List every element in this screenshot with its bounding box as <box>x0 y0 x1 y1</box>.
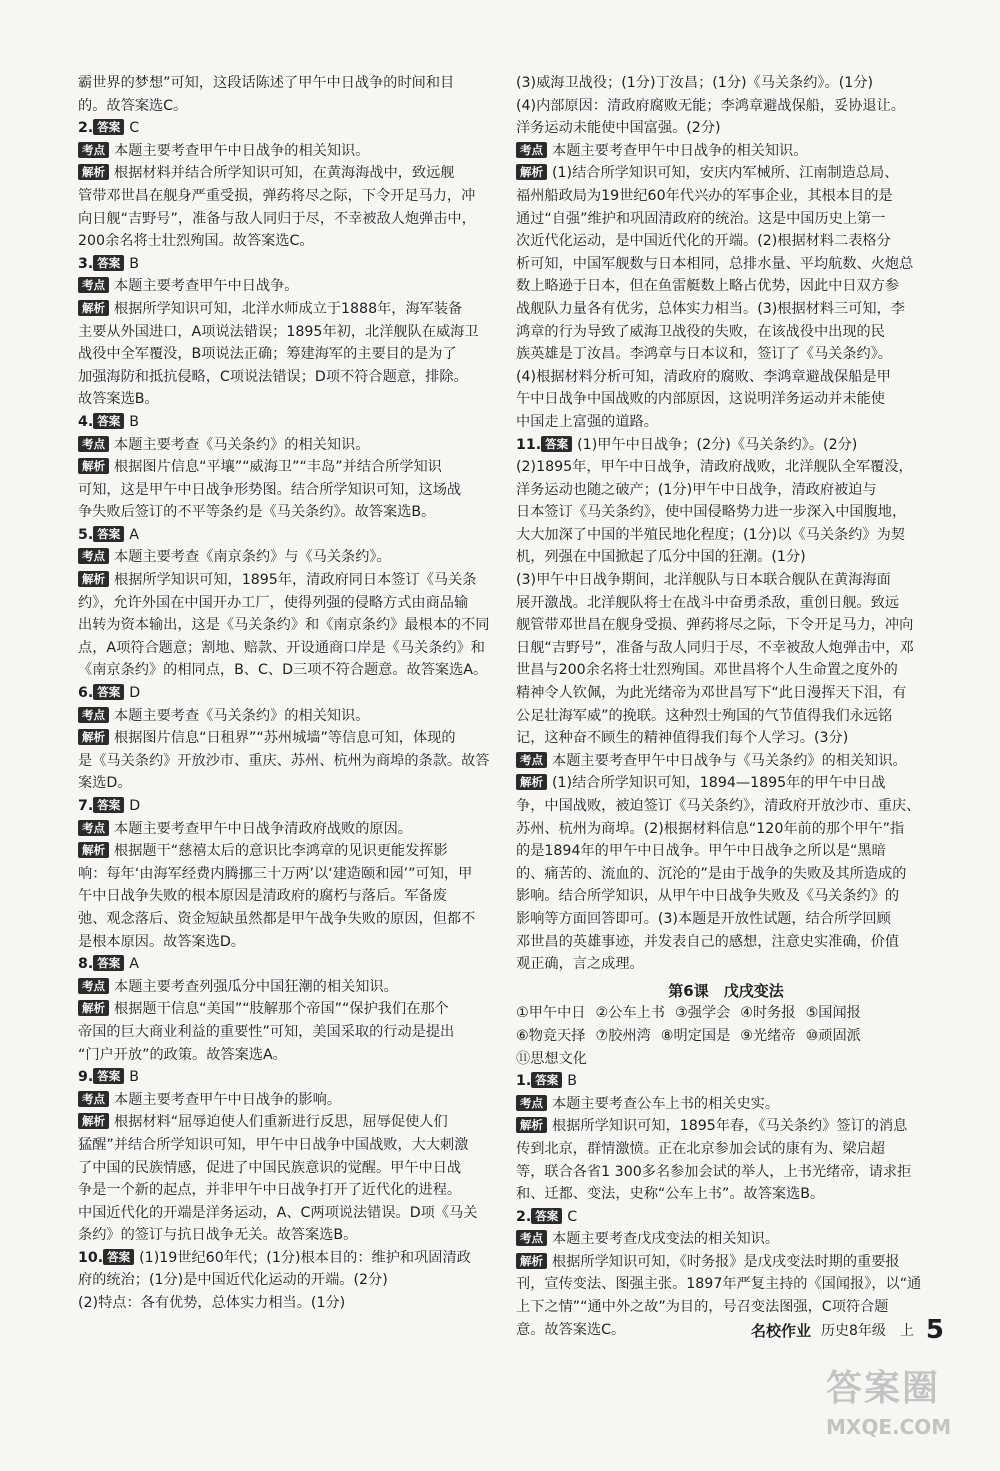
point-text: 本题主要考查甲午中日战争的相关知识。 <box>114 142 370 159</box>
text-line: 战舰队力量各有优劣，总体实力相当。(3)根据材料三可知，李 <box>516 300 905 317</box>
text-line: 洋务运动未能使中国富强。(2分) <box>516 120 721 137</box>
knowledge-point: ③强学会 <box>674 1005 731 1022</box>
answer-row <box>78 411 500 434</box>
point-row <box>78 546 500 569</box>
answer-value: A <box>129 526 139 543</box>
answer-prefix <box>78 1250 139 1266</box>
question-item <box>78 682 500 795</box>
text-line: 族英雄是丁汝昌。李鸿章与日本议和，签订了《马关条约》。 <box>516 346 892 363</box>
text-row <box>78 998 500 1021</box>
knowledge-point: ②公车上书 <box>595 1005 665 1022</box>
text-line: 福州船政局为19世纪60年代兴办的军事企业，其根本目的是 <box>516 187 893 204</box>
text-row <box>78 569 500 592</box>
answer-value: D <box>129 685 141 702</box>
text-line: 《南京条约》的相同点，B、C、D三项不符合题意。故答案选A。 <box>78 662 488 679</box>
text-line: 的、痛苦的、流血的、沉沦的”是由于战争的失败及其所造成的 <box>516 865 907 882</box>
text-row <box>78 840 500 863</box>
question-item <box>78 72 500 117</box>
text-line: 府的统治；(1分)是中国近代化运动的开端。(2分) <box>78 1272 388 1289</box>
text-line: 管带邓世昌在舰身严重受损，弹药将尽之际，下令开足马力，冲 <box>78 187 476 204</box>
answer-row <box>516 1070 936 1093</box>
watermark-logo <box>826 1360 976 1464</box>
text-row <box>78 298 500 321</box>
point-tag: 考点 <box>78 1091 109 1107</box>
question-item <box>516 140 936 434</box>
text-line: 的。故答案选C。 <box>78 97 188 114</box>
answer-tag: 答案 <box>103 1249 134 1265</box>
text-line: “门户开放”的政策。故答案选A。 <box>78 1046 287 1063</box>
answer-value: C <box>129 120 140 137</box>
text-line: (1)甲午中日战争；(2分)《马关条约》。(2分) <box>577 436 858 453</box>
knowledge-point: ⑨光绪帝 <box>740 1027 796 1044</box>
point-row <box>516 1093 936 1116</box>
text-line: 的是1894年的甲午中日战争。甲午中日战争之所以是“黑暗 <box>516 843 886 860</box>
question-number: 11. <box>516 436 542 453</box>
text-line: (3)威海卫战役；(1分)丁汝昌；(1分)《马关条约》。(1分) <box>516 75 874 91</box>
knowledge-point: ⑦胶州湾 <box>595 1027 651 1044</box>
answer-row <box>78 524 500 547</box>
analysis-tag: 解析 <box>78 164 109 180</box>
text-line: 200余名将士壮烈殉国。故答案选C。 <box>78 233 314 250</box>
text-line: 机，列强在中国掀起了瓜分中国的狂潮。(1分) <box>516 549 806 566</box>
text-line: 中国近代化的开端是洋务运动，A、C两项说法错误。D项《马关 <box>78 1204 478 1221</box>
analysis-tag: 解析 <box>516 164 547 180</box>
text-line: 根据所学知识可知，北洋水师成立于1888年，海军装备 <box>114 300 463 317</box>
knowledge-point: ⑤国闻报 <box>805 1005 861 1022</box>
answer-value: C <box>567 1208 578 1225</box>
answer-row <box>78 117 500 140</box>
text-line: 数上略逊于日本，但在鱼雷艇数上略占优势，因此中日双方参 <box>516 278 900 295</box>
text-line: 日舰“吉野号”，准备与敌人同归于尽，不幸被敌人炮弹击中，邓 <box>516 639 914 656</box>
question-item <box>78 524 500 682</box>
text-line: 记，这种奋不顾生的精神值得我们每个人学习。(3分) <box>516 730 849 747</box>
text-row <box>516 1251 936 1274</box>
question-number: 1. <box>516 1073 532 1090</box>
text-line: 可知，这是甲午中日战争形势图。结合所学知识可知，这场战 <box>78 481 462 498</box>
question-item <box>78 953 500 1066</box>
question-number: 2. <box>516 1208 532 1225</box>
answer-tag: 答案 <box>93 526 124 542</box>
text-line: 公足壮海军威”的挽联。这种烈士殉国的气节值得我们永远铭 <box>516 707 893 724</box>
text-row <box>78 456 500 479</box>
answer-row <box>78 1066 500 1089</box>
text-line: 中国走上富强的道路。 <box>516 413 658 430</box>
text-line: 刊，宣传变法、图强主张。1897年严复主持的《国闻报》，以“通 <box>516 1276 922 1293</box>
text-line: 根据所学知识可知，《时务报》是戊戌变法时期的重要报 <box>552 1253 900 1270</box>
page-number: 5 <box>925 1315 944 1345</box>
answer-tag: 答案 <box>93 955 124 971</box>
question-number: 6. <box>78 685 94 702</box>
point-row <box>78 140 500 163</box>
point-text: 本题主要考查《马关条约》的相关知识。 <box>114 707 370 724</box>
text-row <box>516 1115 936 1138</box>
point-row <box>78 976 500 999</box>
answer-value: D <box>129 798 141 814</box>
text-line: 世昌与200余名将士壮烈殉国。邓世昌将个人生命置之度外的 <box>516 662 898 679</box>
text-line: 传到北京，群情激愤。正在北京参加会试的康有为、梁启超 <box>516 1140 885 1157</box>
question-item <box>78 795 500 953</box>
text-line: 大大加深了中国的半殖民地化程度；(1分)以《马关条约》为契 <box>516 526 905 543</box>
answer-tag: 答案 <box>93 684 124 700</box>
text-line: 弛、观念落后、资金短缺虽然都是甲午战争失败的原因，但都不 <box>78 910 476 927</box>
question-number: 7. <box>78 798 94 814</box>
point-text: 本题主要考查甲午中日战争的影响。 <box>114 1091 342 1108</box>
text-line: 猛醒”并结合所学知识可知，甲午中日战争中国战败，大大刺激 <box>78 1136 469 1153</box>
point-row <box>78 705 500 728</box>
text-line: 展开激战。北洋舰队将士在战斗中奋勇杀敌，重创日舰。致远 <box>516 594 900 611</box>
text-line: 精神令人钦佩，为此光绪帝为邓世昌写下“此日漫挥天下泪，有 <box>516 685 907 702</box>
point-row <box>516 140 936 163</box>
text-line: 主要从外国进口，A项说法错误；1895年初，北洋舰队在威海卫 <box>78 323 479 340</box>
text-line: 霸世界的梦想”可知，这段话陈述了甲午中日战争的时间和目 <box>78 75 455 91</box>
right-column <box>516 72 936 1341</box>
text-line: 邓世昌的英雄事迹，并发表自己的感想，注意史实准确，价值 <box>516 933 900 950</box>
question-item <box>78 253 500 411</box>
answer-value: B <box>129 255 139 272</box>
answer-prefix <box>516 437 577 453</box>
text-line: 洋务运动也随之破产；(1分)甲午中日战争，清政府被迫与 <box>516 481 877 498</box>
text-line: 次近代化运动，是中国近代化的开端。(2)根据材料二表格分 <box>516 233 891 250</box>
analysis-tag: 解析 <box>78 729 109 745</box>
point-tag: 考点 <box>78 142 109 158</box>
text-line: (1)19世纪60年代；(1分)根本目的：维护和巩固清政 <box>139 1249 471 1266</box>
point-row <box>516 1228 936 1251</box>
point-text: 本题主要考查公车上书的相关史实。 <box>552 1095 780 1112</box>
point-row <box>516 750 936 773</box>
analysis-tag: 解析 <box>78 1000 109 1016</box>
analysis-tag: 解析 <box>78 458 109 474</box>
answer-value: B <box>129 1069 139 1086</box>
knowledge-point: ④时务报 <box>740 1005 796 1022</box>
answer-tag: 答案 <box>93 797 124 813</box>
text-line: (4)根据材料分析可知，清政府的腐败、李鸿章避战保船是甲 <box>516 368 891 385</box>
point-tag: 考点 <box>78 277 109 293</box>
question-item <box>78 117 500 253</box>
answer-tag: 答案 <box>541 436 572 452</box>
text-line: 故答案选B。 <box>78 391 159 408</box>
text-line: 苏州、杭州为商埠。(2)根据材料信息“120年前的那个甲午”指 <box>516 820 905 837</box>
text-line: 鸿章的行为导致了威海卫战役的失败，在该战役中出现的民 <box>516 323 885 340</box>
subject-grade: 历史8年级 上 <box>820 1323 914 1339</box>
watermark-site: MXQE.COM <box>826 1415 952 1439</box>
knowledge-point: ⑩顽固派 <box>805 1027 861 1044</box>
watermark-mark: 答案圈 <box>826 1368 941 1409</box>
point-text: 本题主要考查甲午中日战争。 <box>114 278 299 295</box>
text-line: 点，A项符合题意；割地、赔款、开设通商口岸是《马关条约》和 <box>78 639 485 656</box>
knowledge-point: ①甲午中日 <box>516 1005 586 1022</box>
answer-value: B <box>567 1073 577 1090</box>
point-tag: 考点 <box>78 548 109 564</box>
text-line: 根据材料“屈辱迫使人们重新进行反思，屈辱促使人们 <box>114 1114 448 1131</box>
point-text: 本题主要考查戊戌变法的相关知识。 <box>552 1231 780 1248</box>
text-line: 根据题干信息“美国”“肢解那个帝国”“保护我们在那个 <box>114 1001 449 1018</box>
text-line: 约》，允许外国在中国开办工厂，使得列强的侵略方式由商品输 <box>78 594 469 611</box>
point-text: 本题主要考查甲午中日战争与《马关条约》的相关知识。 <box>552 752 907 769</box>
text-line: (2)特点：各有优势，总体实力相当。(1分) <box>78 1295 346 1312</box>
text-line: 向日舰“吉野号”，准备与敌人同归于尽，不幸被敌人炮弹击中， <box>78 210 476 227</box>
point-tag: 考点 <box>516 142 547 158</box>
text-line: 是根本原因。故答案选D。 <box>78 933 245 950</box>
question-item <box>78 411 500 524</box>
point-text: 本题主要考查甲午中日战争清政府战败的原因。 <box>114 820 412 837</box>
text-line: (1)结合所学知识可知，1894—1895年的甲午中日战 <box>552 775 886 792</box>
point-tag: 考点 <box>78 978 109 994</box>
text-line: 了中国的民族情感，促进了中国民族意识的觉醒。甲午中日战 <box>78 1159 462 1176</box>
text-line: (3)甲午中日战争期间，北洋舰队与日本联合舰队在黄海海面 <box>516 572 891 589</box>
text-line: 和、迁都、变法，史称“公车上书”。故答案选B。 <box>516 1186 825 1203</box>
point-text: 本题主要考查甲午中日战争的相关知识。 <box>552 142 808 159</box>
point-row <box>78 275 500 298</box>
knowledge-point: ⑧明定国是 <box>660 1027 731 1044</box>
text-line: 是《马关条约》开放沙市、重庆、苏州、杭州为商埠的条款。故答 <box>78 752 490 769</box>
analysis-tag: 解析 <box>78 571 109 587</box>
point-tag: 考点 <box>78 820 109 836</box>
page-footer <box>704 1314 944 1346</box>
analysis-tag: 解析 <box>78 1113 109 1129</box>
text-line: 条约》的签订与抗日战争无关。故答案选B。 <box>78 1227 358 1244</box>
text-line: 根据材料并结合所学知识可知，在黄海海战中，致远舰 <box>114 165 455 182</box>
answer-tag: 答案 <box>531 1072 562 1088</box>
text-line: 战役中全军覆没，B项说法正确；筹建海军的主要目的是为了 <box>78 346 457 363</box>
text-line: 析可知，中国军舰数与日本相同，总排水量、平均航数、火炮总 <box>516 255 914 272</box>
question-item <box>516 434 936 976</box>
text-line: 影响。结合所学知识，从甲午中日战争失败及《马关条约》的 <box>516 888 900 905</box>
text-line: 根据图片信息“平壤”“威海卫”“丰岛”并结合所学知识 <box>114 459 442 476</box>
text-line: (1)结合所学知识可知，安庆内军械所、江南制造总局、 <box>552 165 899 182</box>
point-tag: 考点 <box>78 436 109 452</box>
text-line: 等，联合各省1 300多名参加会试的举人，上书光绪帝，请求拒 <box>516 1163 912 1180</box>
analysis-tag: 解析 <box>516 774 547 790</box>
text-row <box>78 1111 500 1134</box>
answer-tag: 答案 <box>93 1068 124 1084</box>
knowledge-points <box>516 1002 936 1070</box>
text-row <box>78 1247 500 1270</box>
answer-row <box>78 682 500 705</box>
point-text: 本题主要考查《马关条约》的相关知识。 <box>114 436 370 453</box>
question-number: 10. <box>78 1249 104 1266</box>
text-line: 观正确，言之成理。 <box>516 956 644 973</box>
series-name: 名校作业 <box>750 1321 811 1340</box>
text-row <box>516 162 936 185</box>
text-line: 根据所学知识可知，1895年，清政府同日本签订《马关条 <box>114 572 477 589</box>
question-item <box>78 1247 500 1315</box>
answer-row <box>78 253 500 276</box>
text-line: 案选D。 <box>78 775 132 792</box>
answer-row <box>78 953 500 976</box>
analysis-tag: 解析 <box>78 842 109 858</box>
text-line: 争是一个新的起点，并非甲午中日战争打开了近代化的进程。 <box>78 1182 462 1199</box>
analysis-tag: 解析 <box>516 1117 547 1133</box>
point-tag: 考点 <box>78 707 109 723</box>
text-line: 通过“自强”维护和巩固清政府的统治。这是中国历史上第一 <box>516 210 886 227</box>
answer-tag: 答案 <box>93 119 124 135</box>
answer-tag: 答案 <box>531 1208 562 1224</box>
answer-value: A <box>129 956 139 973</box>
text-row <box>78 727 500 750</box>
answer-row <box>78 795 500 818</box>
text-line: 午中日战争中国战败的内部原因，这说明洋务运动并未能使 <box>516 391 885 408</box>
text-line: 根据所学知识可知，1895年春，《马关条约》签订的消息 <box>552 1118 908 1135</box>
point-tag: 考点 <box>516 752 547 768</box>
text-line: 争，中国战败，被迫签订《马关条约》，清政府开放沙市、重庆、 <box>516 798 921 814</box>
text-line: 日本签订《马关条约》，使中国侵略势力进一步深入中国腹地， <box>516 504 907 521</box>
knowledge-point: ⑪思想文化 <box>516 1050 587 1067</box>
text-row <box>516 772 936 795</box>
point-tag: 考点 <box>516 1095 547 1111</box>
text-line: (4)内部原因：清政府腐败无能；李鸿章避战保船，妥协退让。 <box>516 97 905 114</box>
text-line: 舰管带邓世昌在舰身受损、弹药将尽之际，下令开足马力，冲向 <box>516 617 914 634</box>
question-number: 5. <box>78 526 94 543</box>
text-line: 意。故答案选C。 <box>516 1321 626 1338</box>
point-text: 本题主要考查《南京条约》与《马关条约》。 <box>114 549 391 566</box>
text-line: 响：每年‘由海军经费内腾挪三十万两’以‘建造颐和园’”可知，甲 <box>78 865 473 882</box>
question-number: 2. <box>78 120 94 137</box>
text-line: 争失败后签订的不平等条约是《马关条约》。故答案选B。 <box>78 504 436 521</box>
text-line: 加强海防和抵抗侵略，C项说法错误；D项不符合题意，排除。 <box>78 368 468 385</box>
question-number: 4. <box>78 413 94 430</box>
left-column <box>78 72 500 1315</box>
text-row <box>516 434 936 457</box>
point-row <box>78 1089 500 1112</box>
point-tag: 考点 <box>516 1230 547 1246</box>
analysis-tag: 解析 <box>516 1253 547 1269</box>
text-line: 根据图片信息“日租界”“苏州城墙”等信息可知，体现的 <box>114 730 456 747</box>
text-row <box>78 162 500 185</box>
question-item <box>516 72 936 140</box>
point-text: 本题主要考查列强瓜分中国狂潮的相关知识。 <box>114 978 398 995</box>
point-row <box>78 818 500 841</box>
question-number: 9. <box>78 1069 94 1086</box>
answer-tag: 答案 <box>93 255 124 271</box>
question-item <box>78 1066 500 1247</box>
knowledge-point: ⑥物竞天择 <box>516 1027 586 1044</box>
answer-row <box>516 1206 936 1229</box>
text-line: 上下之情”“通中外之故”为目的，号召变法图强，C项符合题 <box>516 1299 889 1316</box>
text-line: 出转为资本输出，这是《马关条约》和《南京条约》最根本的不同 <box>78 617 490 634</box>
question-number: 8. <box>78 956 94 973</box>
question-number: 3. <box>78 255 94 272</box>
analysis-tag: 解析 <box>78 300 109 316</box>
lesson-title: 第6课 戊戌变法 <box>668 981 784 1000</box>
question-item <box>516 1070 936 1206</box>
text-line: (2)1895年，甲午中日战争，清政府战败，北洋舰队全军覆没， <box>516 459 913 476</box>
text-line: 影响等方面回答即可。(3)本题是开放性试题，结合所学回顾 <box>516 910 891 927</box>
point-row <box>78 434 500 457</box>
text-line: 帝国的巨大商业利益的重要性”可知，美国采取的行动是提出 <box>78 1023 455 1040</box>
answer-value: B <box>129 413 139 430</box>
answer-tag: 答案 <box>93 413 124 429</box>
text-line: 午中日战争失败的根本原因是清政府的腐朽与落后。军备废 <box>78 888 447 905</box>
text-line: 根据题干“慈禧太后的意识比李鸿章的见识更能发挥影 <box>114 843 448 860</box>
